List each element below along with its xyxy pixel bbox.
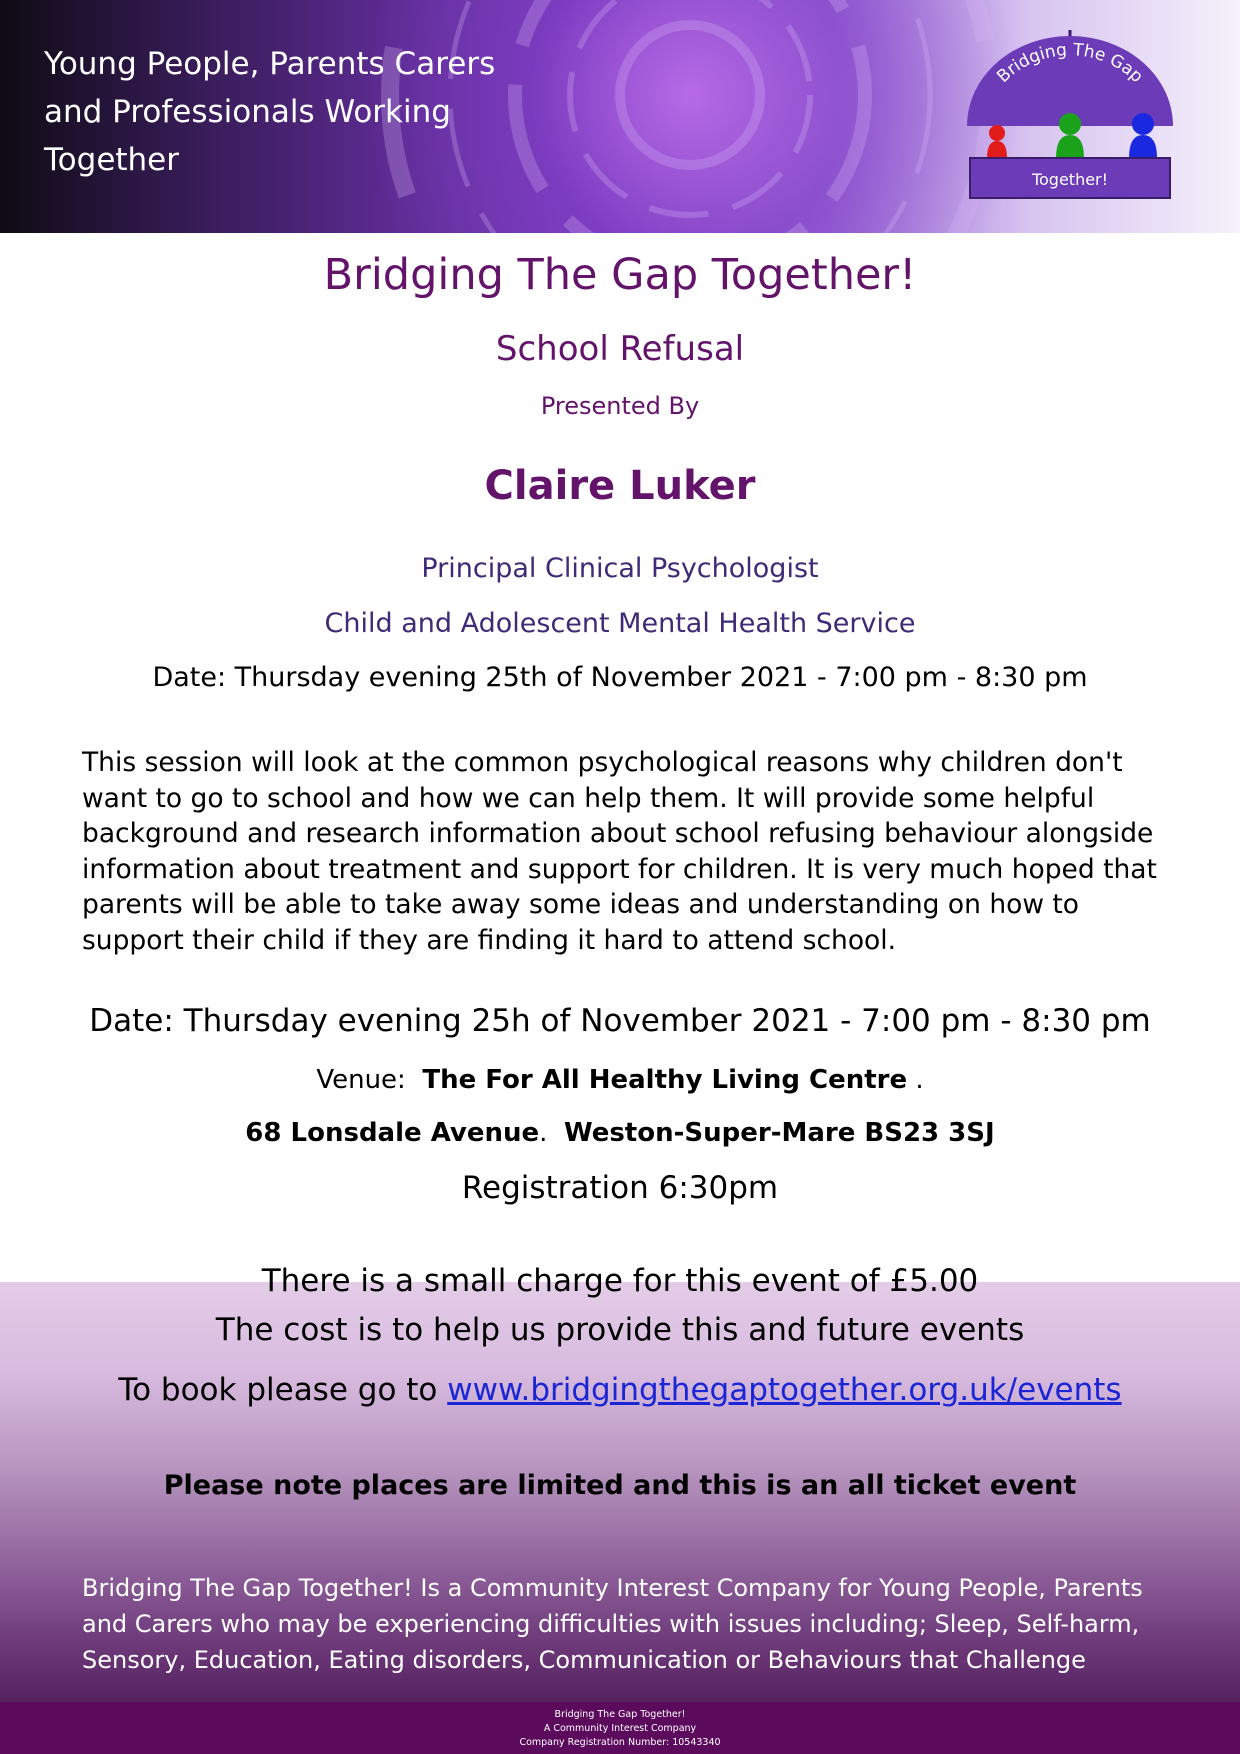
tagline-line: Young People, Parents Carers bbox=[44, 46, 496, 82]
address-street: 68 Lonsdale Avenue bbox=[245, 1118, 540, 1148]
event-date-main: Date: Thursday evening 25h of November 2021 - 7:00 pm - 8:30 pm bbox=[89, 1003, 1151, 1039]
booking-line bbox=[0, 1372, 1240, 1408]
footer-registration-number: Company Registration Number: 10543340 bbox=[519, 1737, 721, 1748]
booking-prefix: To book please go to bbox=[118, 1372, 438, 1408]
event-address: 68 Lonsdale Avenue. Weston-Super-Mare BS23 3SJ bbox=[245, 1118, 995, 1148]
presented-by-label: Presented By bbox=[540, 392, 700, 420]
event-title: Bridging The Gap Together! bbox=[323, 250, 917, 300]
speaker-service: Child and Adolescent Mental Health Service bbox=[324, 608, 916, 639]
cost-note: The cost is to help us provide this and future events bbox=[215, 1312, 1025, 1348]
charge-note: There is a small charge for this event of £5.00 bbox=[261, 1263, 979, 1299]
footer-company-type: A Community Interest Company bbox=[543, 1723, 697, 1734]
logo-arc-text: Bridging The Gap bbox=[993, 40, 1147, 87]
venue-label: Venue: bbox=[316, 1065, 406, 1095]
event-topic: School Refusal bbox=[495, 329, 745, 369]
tagline-line: Together bbox=[44, 142, 180, 178]
header-tagline bbox=[44, 40, 564, 184]
speaker-role: Principal Clinical Psychologist bbox=[421, 553, 819, 584]
speaker-name: Claire Luker bbox=[484, 463, 756, 509]
header-banner bbox=[0, 0, 1240, 233]
company-description: Bridging The Gap Together! Is a Community Interest Company for Young People, Parents and Carers who may be experiencing difficulties with issues including; Sleep, Self-harm, Sensory, Education, Eating disorders, Communication or Behaviours that Challenge bbox=[82, 1574, 1143, 1674]
venue-name: The For All Healthy Living Centre bbox=[422, 1065, 908, 1095]
footer bbox=[0, 1702, 1240, 1754]
bridging-the-gap-logo bbox=[955, 28, 1185, 206]
limited-places-note: Please note places are limited and this is an all ticket event bbox=[163, 1470, 1077, 1501]
event-date-top: Date: Thursday evening 25th of November 2021 - 7:00 pm - 8:30 pm bbox=[152, 662, 1088, 693]
event-venue: Venue: The For All Healthy Living Centre . bbox=[316, 1065, 924, 1095]
tagline-line: and Professionals Working bbox=[44, 94, 451, 130]
footer-company-name: Bridging The Gap Together! bbox=[554, 1709, 686, 1720]
address-town: Weston-Super-Mare BS23 3SJ bbox=[563, 1118, 995, 1148]
booking-link[interactable]: www.bridgingthegaptogether.org.uk/events bbox=[447, 1372, 1122, 1408]
logo-banner-text: Together! bbox=[1031, 170, 1109, 189]
registration-time: Registration 6:30pm bbox=[461, 1170, 779, 1206]
event-description: This session will look at the common psychological reasons why children don't want to go to school and how we can help them. It will provide some helpful background and research information about school refusing behaviour alongside information about treatment and support for children. It is very much hoped that parents will be able to take away some ideas and understanding on how to support their child if they are finding it hard to attend school. bbox=[82, 747, 1157, 956]
